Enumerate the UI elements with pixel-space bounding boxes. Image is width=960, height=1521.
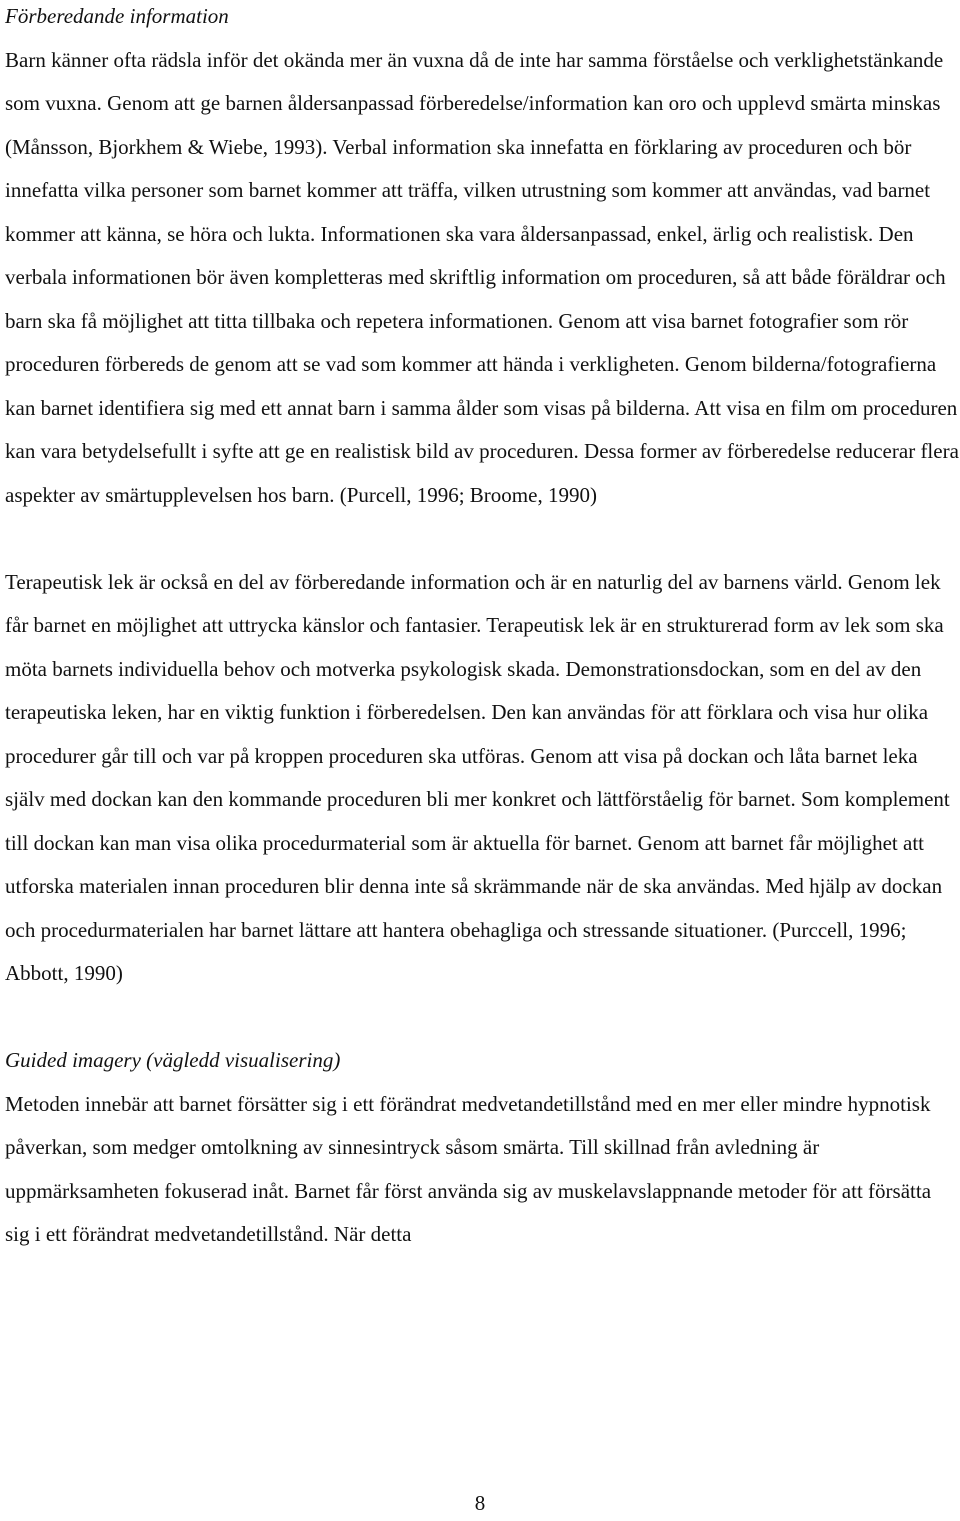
paragraph-verbal-information: Barn känner ofta rädsla inför det okända mer än vuxna då de inte har samma förståelse och verklighetstänkande som vuxna. Genom att ge barnen åldersanpassad förberedelse/information kan oro och upplevd smärta minskas (Månsson, Bjorkhem & Wiebe, 1993). Verbal information ska innefatta en förklaring av proceduren och bör innefatta vilka personer som barnet kommer att träffa, vilken utrustning som kommer att användas, vad barnet kommer att känna, se höra och lukta. Informationen ska vara åldersanpassad, enkel, ärlig och realistisk. Den verbala informationen bör även kompletteras med skriftlig information om proceduren, så att både föräldrar och barn ska få möjlighet att titta tillbaka och repetera informationen. Genom att visa barnet fotografier som rör proceduren förbereds de genom att se vad som kommer att hända i verkligheten. Genom bilderna/fotografierna kan barnet identifiera sig med ett annat barn i samma ålder som visas på bilderna. Att visa en film om proceduren kan vara betydelsefullt i syfte att ge en realistisk bild av proceduren. Dessa former av förberedelse reducerar flera aspekter av smärtupplevelsen hos barn. (Purcell, 1996; Broome, 1990) [5,47,959,507]
section-spacer [5,996,960,1040]
document-page [5,0,960,1257]
paragraph-guided-imagery: Metoden innebär att barnet försätter sig i ett förändrat medvetandetillstånd med en mer eller mindre hypnotisk påverkan, som medger omtolkning av sinnesintryck såsom smärta. Till skillnad från avledning är uppmärksamheten fokuserad inåt. Barnet får först använda sig av muskelavslappnande metoder för att försätta sig i ett förändrat medvetandetillstånd. När detta [5,1091,932,1246]
page-number: 8 [474,1491,486,1515]
section-heading-preparatory-information: Förberedande information [5,4,229,28]
paragraph-spacer [5,517,960,561]
section-heading-guided-imagery: Guided imagery (vägledd visualisering) [5,1048,341,1072]
paragraph-therapeutic-play: Terapeutisk lek är också en del av förberedande information och är en naturlig del av barnens värld. Genom lek får barnet en möjlighet att uttrycka känslor och fantasier. Terapeutisk lek är en strukturerad form av lek som ska möta barnets individuella behov och motverka psykologisk skada. Demonstrationsdockan, som en del av den terapeutiska leken, har en viktig funktion i förberedelsen. Den kan användas för att förklara och visa hur olika procedurer går till och var på kroppen proceduren ska utföras. Genom att visa på dockan och låta barnet leka själv med dockan kan den kommande proceduren bli mer konkret och lättförståelig för barnet. Som komplement till dockan kan man visa olika procedurmaterial som är aktuella för barnet. Genom att barnet får möjlighet att utforska materialen innan proceduren blir denna inte så skrämmande när de ska användas. Med hjälp av dockan och procedurmaterialen har barnet lättare att hantera obehagliga och stressande situationer. (Purccell, 1996; Abbott, 1990) [5,569,950,985]
